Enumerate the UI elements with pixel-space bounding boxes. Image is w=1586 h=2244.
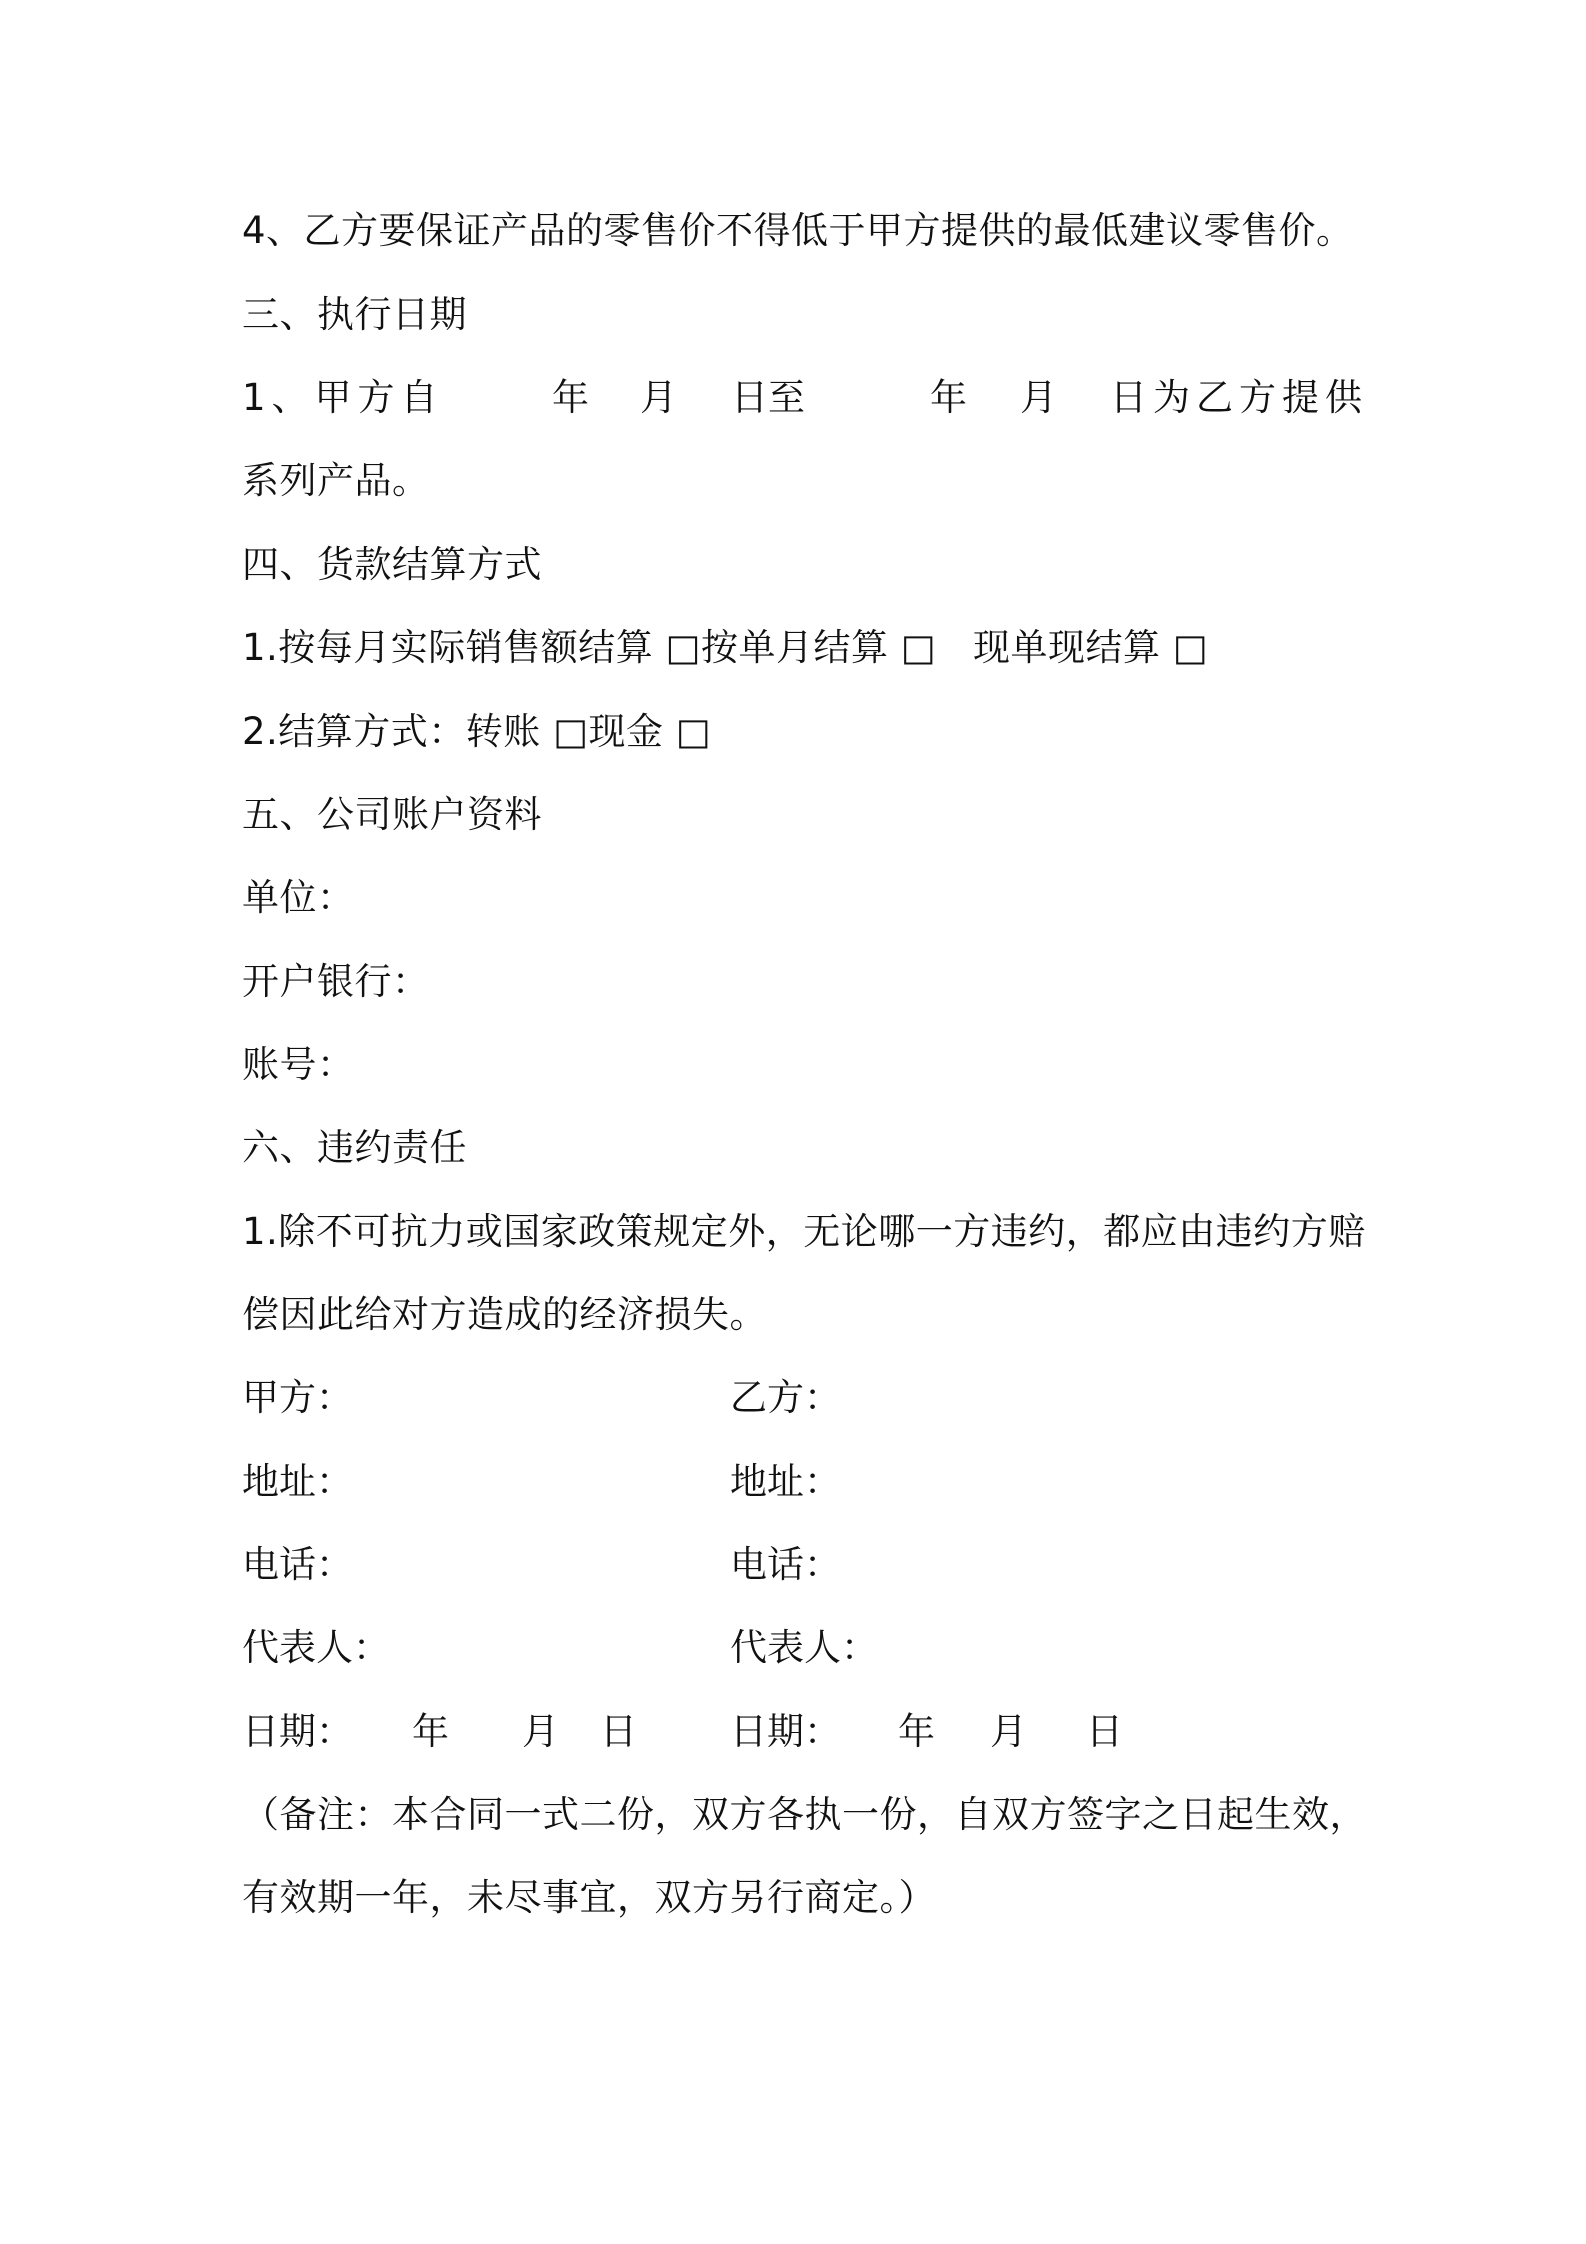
date-a-day: 日 bbox=[600, 1710, 637, 1753]
section-3-heading: 三、执行日期 bbox=[242, 293, 467, 336]
party-a-label: 甲方： bbox=[242, 1376, 353, 1419]
section-5-heading: 五、公司账户资料 bbox=[242, 793, 542, 836]
section-4-heading: 四、货款结算方式 bbox=[242, 543, 542, 586]
phone-a-label: 电话： bbox=[242, 1543, 353, 1586]
exec-date-year1: 年 bbox=[552, 376, 589, 419]
address-a-label: 地址： bbox=[242, 1460, 353, 1503]
exec-date-prefix: 1、甲方自 bbox=[242, 376, 444, 419]
exec-date-month1: 月 bbox=[640, 376, 677, 419]
exec-date-day-to: 日至 bbox=[731, 376, 805, 419]
section-4-item-2: 2.结算方式：转账 □现金 □ bbox=[242, 710, 712, 753]
section-6-item-1-line-2: 偿因此给对方造成的经济损失。 bbox=[242, 1293, 767, 1336]
exec-date-suffix: 日为乙方提供 bbox=[1110, 376, 1368, 419]
account-unit-label: 单位： bbox=[242, 876, 355, 919]
date-a-year: 年 bbox=[412, 1710, 449, 1753]
date-a-month: 月 bbox=[522, 1710, 559, 1753]
account-bank-label: 开户银行： bbox=[242, 960, 430, 1003]
date-b-day: 日 bbox=[1086, 1710, 1123, 1753]
remark-line-2: 有效期一年，未尽事宜，双方另行商定。） bbox=[242, 1876, 936, 1919]
exec-date-year2: 年 bbox=[930, 376, 967, 419]
section-4-item-1: 1.按每月实际销售额结算 □按单月结算 □ 现单现结算 □ bbox=[242, 626, 1209, 669]
date-b-month: 月 bbox=[990, 1710, 1027, 1753]
rep-a-label: 代表人： bbox=[242, 1626, 390, 1669]
section-6-item-1-line-1: 1.除不可抗力或国家政策规定外，无论哪一方违约，都应由违约方赔 bbox=[242, 1210, 1366, 1253]
rep-b-label: 代表人： bbox=[730, 1626, 878, 1669]
phone-b-label: 电话： bbox=[730, 1543, 841, 1586]
party-b-label: 乙方： bbox=[730, 1376, 841, 1419]
address-b-label: 地址： bbox=[730, 1460, 841, 1503]
clause-4-retail-price: 4、乙方要保证产品的零售价不得低于甲方提供的最低建议零售价。 bbox=[242, 209, 1354, 252]
account-number-label: 账号： bbox=[242, 1043, 355, 1086]
section-6-heading: 六、违约责任 bbox=[242, 1126, 467, 1169]
section-3-item-1-continuation: 系列产品。 bbox=[242, 459, 430, 502]
date-a-label: 日期： bbox=[242, 1710, 353, 1753]
date-b-year: 年 bbox=[898, 1710, 935, 1753]
date-b-label: 日期： bbox=[730, 1710, 841, 1753]
exec-date-month2: 月 bbox=[1020, 376, 1057, 419]
remark-line-1: （备注：本合同一式二份，双方各执一份，自双方签字之日起生效， bbox=[242, 1793, 1367, 1836]
